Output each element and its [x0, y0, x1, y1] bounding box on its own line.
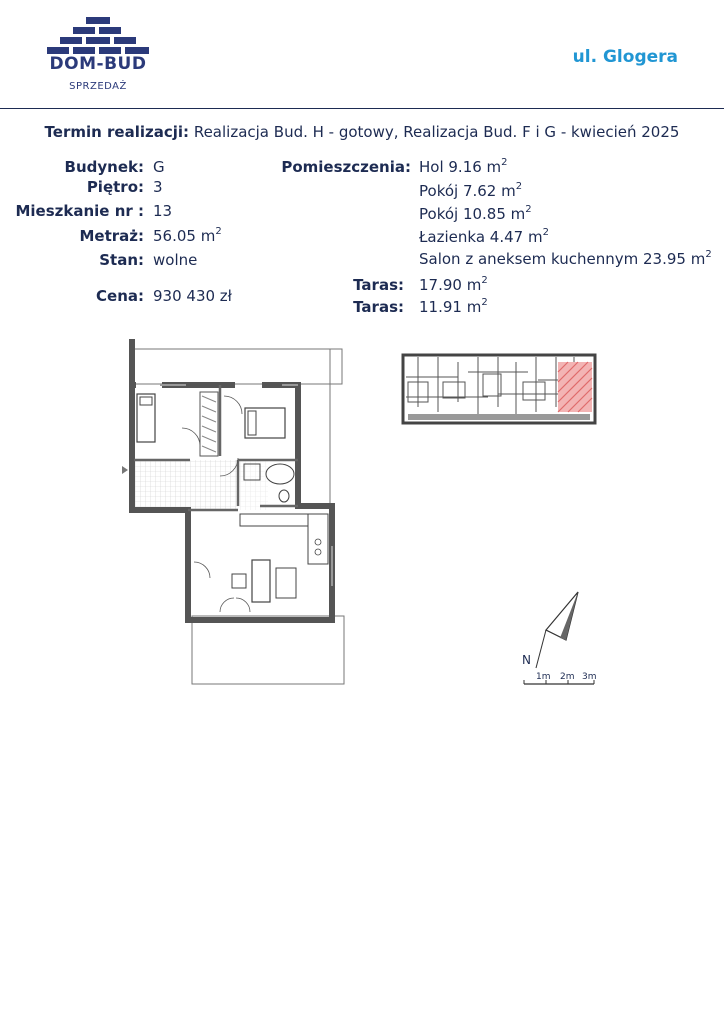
price-value: 930 430 zł [153, 287, 232, 305]
street-name: ul. Glogera [572, 47, 678, 67]
rooms-label: Pomieszczenia: [281, 158, 411, 176]
completion-term [0, 123, 724, 141]
status-label: Stan: [99, 251, 144, 269]
room-item: Pokój 10.85 $m^2$ [419, 204, 532, 223]
header-divider [0, 108, 724, 109]
brand-subtitle: SPRZEDAŻ [69, 81, 127, 92]
terrace-label: Taras: [353, 298, 404, 316]
apartment-floor-plan [120, 336, 350, 688]
floor-value: 3 [153, 178, 163, 196]
brand-name: DOM-BUD [49, 54, 147, 74]
floor-label: Piętro: [86, 178, 144, 196]
apartment-label: Mieszkanie nr : [15, 202, 144, 220]
room-item: Łazienka 4.47 $m^2$ [419, 227, 549, 246]
status-value: wolne [153, 251, 198, 269]
room-item: Hol 9.16 $m^2$ [419, 157, 508, 176]
building-label: Budynek: [64, 158, 144, 176]
area-label: Metraż: [79, 227, 144, 245]
terrace-value: 17.90 $m^2$ [419, 275, 488, 294]
terrace-value: 11.91 $m^2$ [419, 297, 488, 316]
apartment-value: 13 [153, 202, 173, 220]
completion-term-label: Termin realizacji: [44, 123, 190, 141]
north-label: N [522, 653, 531, 667]
completion-term-value: Realizacja Bud. H - gotowy, Realizacja Bud. F i G - kwiecień 2025 [193, 123, 680, 141]
room-item: Pokój 7.62 $m^2$ [419, 181, 523, 200]
room-item: Salon z aneksem kuchennym 23.95 $m^2$ [419, 249, 712, 268]
building-value: G [153, 158, 165, 176]
logo-bricks-icon [44, 14, 152, 54]
scale-label: 3m [582, 672, 597, 682]
scale-label: 2m [560, 672, 575, 682]
building-key-plan [398, 352, 600, 426]
scale-label: 1m [536, 672, 551, 682]
area-value: 56.05 $m^2$ [153, 226, 222, 245]
price-label: Cena: [96, 287, 144, 305]
terrace-label: Taras: [353, 276, 404, 294]
